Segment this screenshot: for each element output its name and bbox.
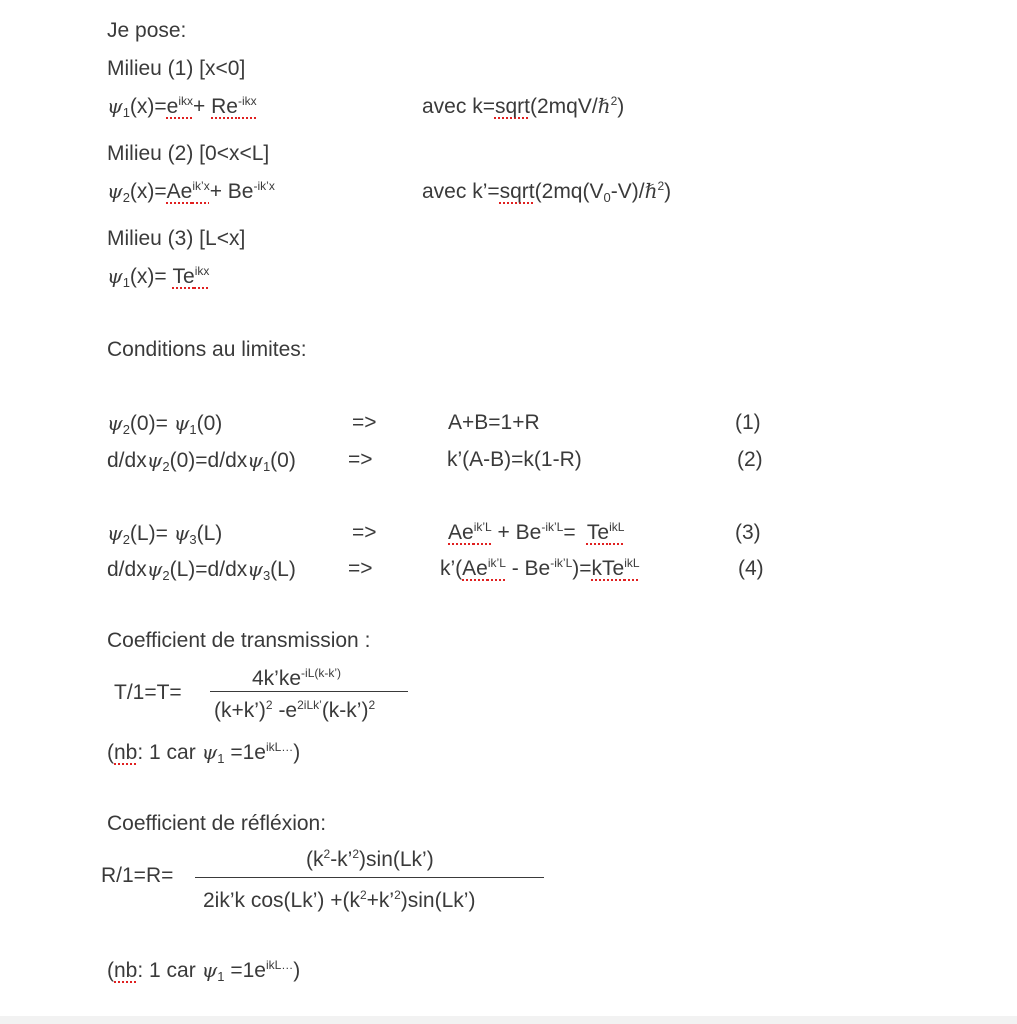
milieu3-wavefunction: $\psi_1(x)= Te^{ikx}$ — [107, 264, 210, 290]
transmission-title: Coefficient de transmission : — [107, 629, 371, 652]
eq2-rhs: k’(A-B)=k(1-R) — [447, 448, 582, 471]
eq3-lhs: $\psi_2(L)= \psi_3(L)$ — [107, 521, 223, 547]
eq1-rhs: A+B=1+R — [448, 411, 540, 434]
eq1-lhs: $\psi_2(0)= \psi_1(0)$ — [107, 411, 223, 437]
eq2-number: (2) — [737, 448, 763, 471]
eq1-number: (1) — [735, 411, 761, 434]
reflexion-fraction-bar — [195, 877, 544, 878]
transmission-nb: (nb: 1 car $\psi_1 =1e^{ikL\dots}$) — [107, 740, 301, 766]
eq2-lhs: d/dxψ$_2$(0)=d/dxψ$_1$(0) — [107, 448, 296, 474]
eq4-lhs: d/dxψ$_2$(L)=d/dxψ$_3$(L) — [107, 557, 296, 583]
transmission-fraction-bar — [210, 691, 408, 692]
eq3-arrow: => — [352, 521, 377, 544]
milieu2-title: Milieu (2) [0<x<L] — [107, 142, 270, 165]
milieu2-wavefunction: $\psi_2(x)=Ae^{ik’x}+ Be^{-ik’x}$ — [107, 179, 275, 205]
reflexion-denominator: 2ik’k cos(Lk’) $+(k^2+k’^2)\sin(Lk’)$ — [203, 888, 476, 912]
bottom-edge — [0, 1016, 1017, 1024]
reflexion-nb: (nb: 1 car $\psi_1 =1e^{ikL\dots}$) — [107, 958, 301, 984]
eq4-number: (4) — [738, 557, 764, 580]
eq4-rhs: $k’(Ae^{ik’L} - Be^{-ik’L})=kTe^{ikL}$ — [440, 556, 640, 580]
milieu1-title: Milieu (1) [x<0] — [107, 57, 246, 80]
eq4-arrow: => — [348, 557, 373, 580]
milieu2-note: avec $k’=sqrt(2mq(V_0-V)/\hbar^2)$ — [422, 179, 672, 205]
reflexion-title: Coefficient de réfléxion: — [107, 812, 327, 835]
intro-text: Je pose: — [107, 19, 187, 42]
eq2-arrow: => — [348, 448, 373, 471]
transmission-denominator: (k+k’)$^2$ $-e^{2iLk’}(k-k’)^2$ — [214, 698, 376, 722]
transmission-numerator: $4k’ke^{-iL(k-k’)}$ — [252, 666, 342, 690]
milieu3-title: Milieu (3) [L<x] — [107, 227, 246, 250]
eq3-rhs: $Ae^{ik’L} + Be^{-ik’L}= Te^{ikL}$ — [448, 520, 625, 544]
transmission-lhs: T/1=T= — [114, 681, 182, 704]
reflexion-lhs: R/1=R= — [101, 864, 174, 887]
eq3-number: (3) — [735, 521, 761, 544]
milieu1-wavefunction: $\psi_1(x)=e^{ikx}+ Re^{-ikx}$ — [107, 94, 257, 120]
conditions-title: Conditions au limites: — [107, 338, 307, 361]
milieu1-note: avec k=sqrt(2mqV/ℏ$^2$) — [422, 94, 625, 118]
reflexion-numerator: $(k^2-k’^2)\sin(Lk’)$ — [306, 847, 434, 871]
eq1-arrow: => — [352, 411, 377, 434]
